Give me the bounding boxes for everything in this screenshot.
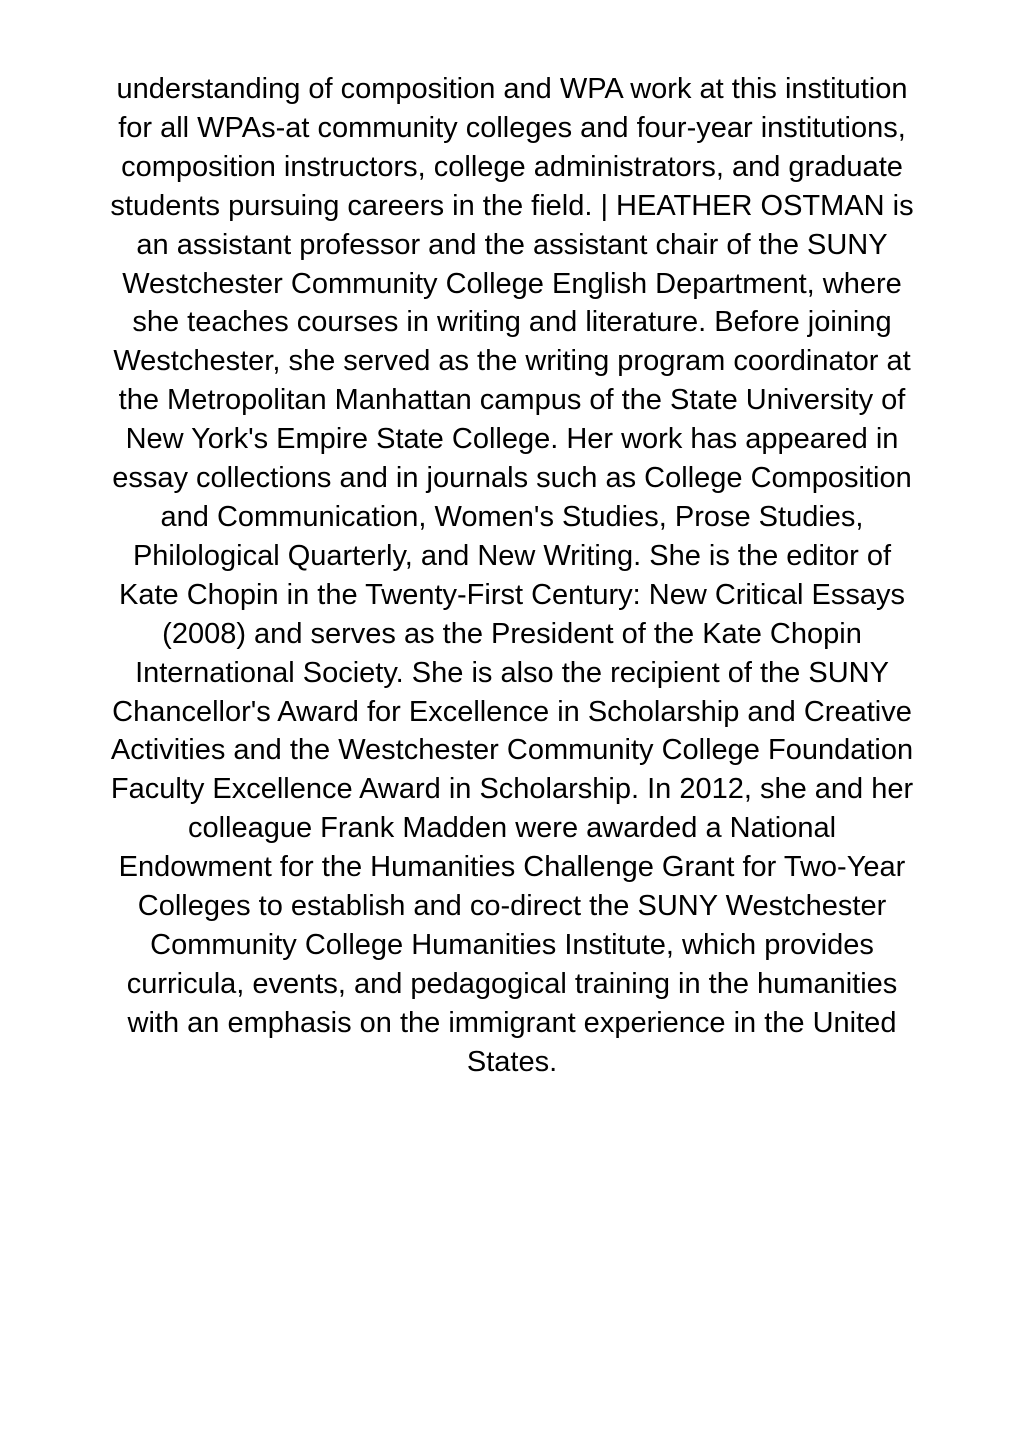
text-line: an assistant professor and the assistant chair of the SUNY <box>136 228 888 261</box>
text-line: Endowment for the Humanities Challenge Grant for Two-Year <box>118 851 906 884</box>
text-line: students pursuing careers in the field. | HEATHER OSTMAN is <box>110 189 914 222</box>
text-line: Chancellor's Award for Excellence in Scholarship and Creative <box>112 695 912 728</box>
text-line: understanding of composition and WPA work at this institution <box>116 73 908 105</box>
text-line: and Communication, Women's Studies, Prose Studies, <box>160 500 864 533</box>
text-line: Community College Humanities Institute, which provides <box>150 928 874 961</box>
text-line: she teaches courses in writing and literature. Before joining <box>132 306 892 339</box>
text-line: Westchester Community College English Department, where <box>122 267 902 300</box>
text-line: composition instructors, college administrators, and graduate <box>121 150 903 183</box>
text-line: States. <box>466 1045 558 1078</box>
text-line: curricula, events, and pedagogical training in the humanities <box>126 967 898 1000</box>
text-line: (2008) and serves as the President of the Kate Chopin <box>162 617 862 650</box>
text-line: Westchester, she served as the writing program coordinator at <box>113 345 911 378</box>
text-line: Faculty Excellence Award in Scholarship. In 2012, she and her <box>110 773 914 806</box>
text-line: New York's Empire State College. Her work has appeared in <box>125 423 899 456</box>
text-line: the Metropolitan Manhattan campus of the State University of <box>118 384 906 417</box>
text-line: with an emphasis on the immigrant experience in the United <box>127 1006 897 1039</box>
body-paragraph <box>40 70 984 1082</box>
text-line: Kate Chopin in the Twenty-First Century: New Critical Essays <box>119 578 905 611</box>
text-line: essay collections and in journals such as College Composition <box>112 462 912 495</box>
text-line: Activities and the Westchester Community College Foundation <box>110 734 914 767</box>
text-line: Philological Quarterly, and New Writing. She is the editor of <box>132 539 892 572</box>
text-line: colleague Frank Madden were awarded a National <box>187 812 837 845</box>
text-line: for all WPAs-at community colleges and four-year institutions, <box>118 111 906 144</box>
text-line: Colleges to establish and co-direct the SUNY Westchester <box>137 890 887 923</box>
text-line: International Society. She is also the recipient of the SUNY <box>135 656 889 689</box>
